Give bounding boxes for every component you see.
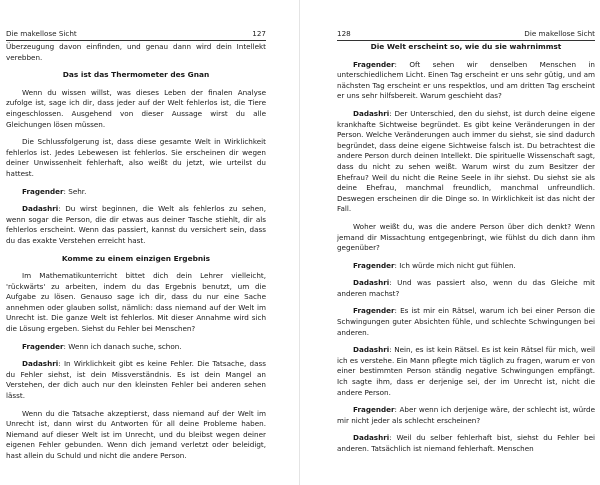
speaker-label: Dadashri (22, 359, 59, 369)
body-paragraph: Die Schlussfolgerung ist, dass diese gesamte Welt in Wirklichkeit fehlerlos ist. Jedes Lebewesen ist fehlerlos. Sie erscheinen dir wegen deiner Unwissenheit fehlerhaft, also weißt du jetzt, wie urteilst du hattest. (6, 137, 266, 178)
left-page-number: 127 (252, 29, 266, 38)
right-header-title: Die makellose Sicht (524, 29, 595, 38)
speaker-label: Fragender (22, 186, 64, 196)
dialogue-paragraph: Dadashri: Nein, es ist kein Rätsel. Es ist kein Rätsel für mich, weil ich es verstehe. Ein Mann pflegte mich täglich zu fragen, warum er von einer bestimmten Person ständig negative Schwingungen empfängt. Ich sagte ihm, dass er derjenige sei, der im Unrecht ist, nicht die andere Person. (337, 345, 595, 397)
dialogue-text: Und was passiert also, wenn du das Gleiche mit anderen machst? (337, 278, 595, 298)
dialogue-text: Sehr. (68, 186, 87, 196)
left-header-rule (6, 40, 266, 41)
left-header-title: Die makellose Sicht (6, 29, 77, 38)
body-paragraph: Wenn du die Tatsache akzeptierst, dass niemand auf der Welt im Unrecht ist, dann wirst du Antworten für all deine Probleme haben. Niemand auf dieser Welt ist im Unrecht, und du bleibst wegen deiner eigenen Fehler gebunden. Wenn dich jemand verletzt oder beleidigt, hast allein du Schuld und nicht die andere Person. (6, 408, 266, 460)
section-heading: Das ist das Thermometer des Gnan (62, 70, 210, 80)
dialogue-paragraph: Fragender: Sehr. (22, 186, 87, 196)
dialogue-paragraph: Dadashri: Und was passiert also, wenn du das Gleiche mit anderen machst? (337, 278, 595, 298)
speaker-label: Dadashri (353, 278, 390, 288)
dialogue-paragraph: Dadashri: Der Unterschied, den du siehst, ist durch deine eigene krankhafte Sichtweise begründet. Es gibt keine Veränderungen in der Person. Welche Veränderungen auch immer du siehst, sie sind dadurch begründet, dass deine eigene Sichtweise falsch ist. Du betrachtest die andere Person durch deinen Intellekt. Die spirituelle Wissenschaft sagt, dass du nicht zu sehen weißt. Warum wirst du zum Besitzer der Ehefrau? Weil du nicht die Reine Seele in ihr siehst. Du siehst sie als deine Ehefrau, manchmal freundlich, manchmal unfreundlich. Deswegen erscheinen dir die Dinge so. In Wirklichkeit ist das nicht der Fall. (337, 108, 595, 214)
dialogue-text: Nein, es ist kein Rätsel. Es ist kein Rätsel für mich, weil ich es verstehe. Ein Mann pflegte mich täglich zu fragen, warum er von einer bestimmten Person ständig negative Schwingungen empfängt. Ich sagte ihm, dass er derjenige sei, der im Unrecht ist, nicht die andere Person. (337, 345, 595, 397)
speaker-label: Fragender (353, 306, 395, 316)
body-paragraph: Wenn du wissen willst, was dieses Leben der finalen Analyse zufolge ist, sage ich dir, dass jeder auf der Welt fehlerlos ist, die Tiere eingeschlossen. Ausgehend von dieser Aussage wirst du alle Gleichungen lösen müssen. (6, 87, 266, 129)
body-paragraph: Woher weißt du, was die andere Person über dich denkt? Wenn jemand dir Missachtung entgegenbringt, wie fühlst du dich dann ihm gegenüber? (337, 221, 595, 253)
dialogue-text: Es ist mir ein Rätsel, warum ich bei einer Person die Schwingungen guter Absichten fühle, und schlechte Schwingungen bei anderen. (337, 306, 595, 337)
dialogue-text: Ich würde mich nicht gut fühlen. (399, 260, 516, 270)
speaker-label: Fragender (353, 405, 395, 415)
left-page-header (6, 29, 266, 39)
dialogue-paragraph: Fragender: Oft sehen wir denselben Menschen in unterschiedlichem Licht. Einen Tag erscheint er uns sehr gütig, und am nächsten Tag erscheint er uns respektlos, und am dritten Tag erscheint er uns sehr hilfsbereit. Warum geschieht das? (337, 59, 595, 101)
right-page (300, 0, 600, 485)
right-page-body (337, 42, 595, 462)
speaker-label: Dadashri (22, 204, 59, 214)
body-paragraph: Im Mathematikunterricht bittet dich dein Lehrer vielleicht, 'rückwärts' zu arbeiten, indem du das Ergebnis benutzt, um die Aufgabe zu lösen. Genauso sage ich dir, dass du nur eine Sache annehmen oder glauben sollst, nämlich: dass niemand auf der Welt im Unrecht ist. Die ganze Welt ist fehlerlos. Mit dieser Annahme wird sich die Lösung ergeben. Siehst du Fehler bei Menschen? (6, 271, 266, 334)
section-heading: Komme zu einem einzigen Ergebnis (61, 253, 211, 263)
right-header-rule (337, 40, 595, 41)
dialogue-text: In Wirklichkeit gibt es keine Fehler. Die Tatsache, dass du Fehler siehst, ist dein Missverständnis. Es ist dein Mangel an Verstehen, der dich auch nur den kleinsten Fehler bei anderen sehen lässt. (6, 359, 266, 401)
dialogue-paragraph: Dadashri: Weil du selber fehlerhaft bist, siehst du Fehler bei anderen. Tatsächlich ist niemand fehlerhaft. Menschen (337, 433, 595, 453)
dialogue-text: Aber wenn ich derjenige wäre, der schlecht ist, würde mir nicht jeder als schlecht erscheinen? (337, 405, 595, 425)
right-page-header (337, 29, 595, 39)
dialogue-paragraph: Dadashri: In Wirklichkeit gibt es keine Fehler. Die Tatsache, dass du Fehler siehst, ist dein Missverständnis. Es ist dein Mangel an Verstehen, der dich auch nur den kleinsten Fehler bei anderen sehen lässt. (6, 359, 266, 401)
dialogue-paragraph: Fragender: Aber wenn ich derjenige wäre, der schlecht ist, würde mir nicht jeder als schlecht erscheinen? (337, 405, 595, 425)
dialogue-text: Wenn ich danach suche, schon. (68, 341, 182, 351)
section-heading: Die Welt erscheint so, wie du sie wahrnimmst (370, 42, 562, 51)
dialogue-paragraph: Fragender: Ich würde mich nicht gut fühlen. (353, 260, 516, 270)
dialogue-text: Du wirst beginnen, die Welt als fehlerlos zu sehen, wenn sogar die Person, die dir etwas aus deiner Tasche stiehlt, dir als fehlerlos erscheint. Wenn das passiert, kannst du versichert sein, dass du das exakte Verstehen erreicht hast. (6, 204, 266, 245)
right-page-number: 128 (337, 29, 351, 38)
dialogue-paragraph: Dadashri: Du wirst beginnen, die Welt als fehlerlos zu sehen, wenn sogar die Person, die dir etwas aus deiner Tasche stiehlt, dir als fehlerlos erscheint. Wenn das passiert, kannst du versichert sein, dass du das exakte Verstehen erreicht hast. (6, 204, 266, 245)
left-page-body (6, 42, 266, 469)
dialogue-paragraph: Fragender: Wenn ich danach suche, schon. (22, 341, 182, 351)
speaker-label: Fragender (353, 260, 395, 270)
speaker-label: Fragender (22, 341, 64, 351)
body-paragraph: Überzeugung davon einfinden, und genau dann wird dein Intellekt verebben. (6, 42, 266, 62)
dialogue-paragraph: Fragender: Es ist mir ein Rätsel, warum ich bei einer Person die Schwingungen guter Absichten fühle, und schlechte Schwingungen bei anderen. (337, 306, 595, 337)
dialogue-text: Der Unterschied, den du siehst, ist durch deine eigene krankhafte Sichtweise begründet. Es gibt keine Veränderungen in der Person. Welche Veränderungen auch immer du siehst, sie sind dadurch begründet, dass deine eigene Sichtweise falsch ist. Du betrachtest die andere Person durch deinen Intellekt. Die spirituelle Wissenschaft sagt, dass du nicht zu sehen weißt. Warum wirst du zum Besitzer der Ehefrau? Weil du nicht die Reine Seele in ihr siehst. Du siehst sie als deine Ehefrau, manchmal freundlich, manchmal unfreundlich. Deswegen erscheinen dir die Dinge so. In Wirklichkeit ist das nicht der Fall. (337, 108, 595, 214)
dialogue-text: Weil du selber fehlerhaft bist, siehst du Fehler bei anderen. Tatsächlich ist niemand fehlerhaft. Menschen (337, 433, 595, 453)
dialogue-text: Oft sehen wir denselben Menschen in unterschiedlichem Licht. Einen Tag erscheint er uns sehr gütig, und am nächsten Tag erscheint er uns respektlos, und am dritten Tag erscheint er uns sehr hilfsbereit. Warum geschieht das? (337, 59, 595, 101)
speaker-label: Fragender (353, 59, 395, 69)
speaker-label: Dadashri (353, 108, 390, 118)
speaker-label: Dadashri (353, 345, 390, 355)
speaker-label: Dadashri (353, 433, 390, 443)
